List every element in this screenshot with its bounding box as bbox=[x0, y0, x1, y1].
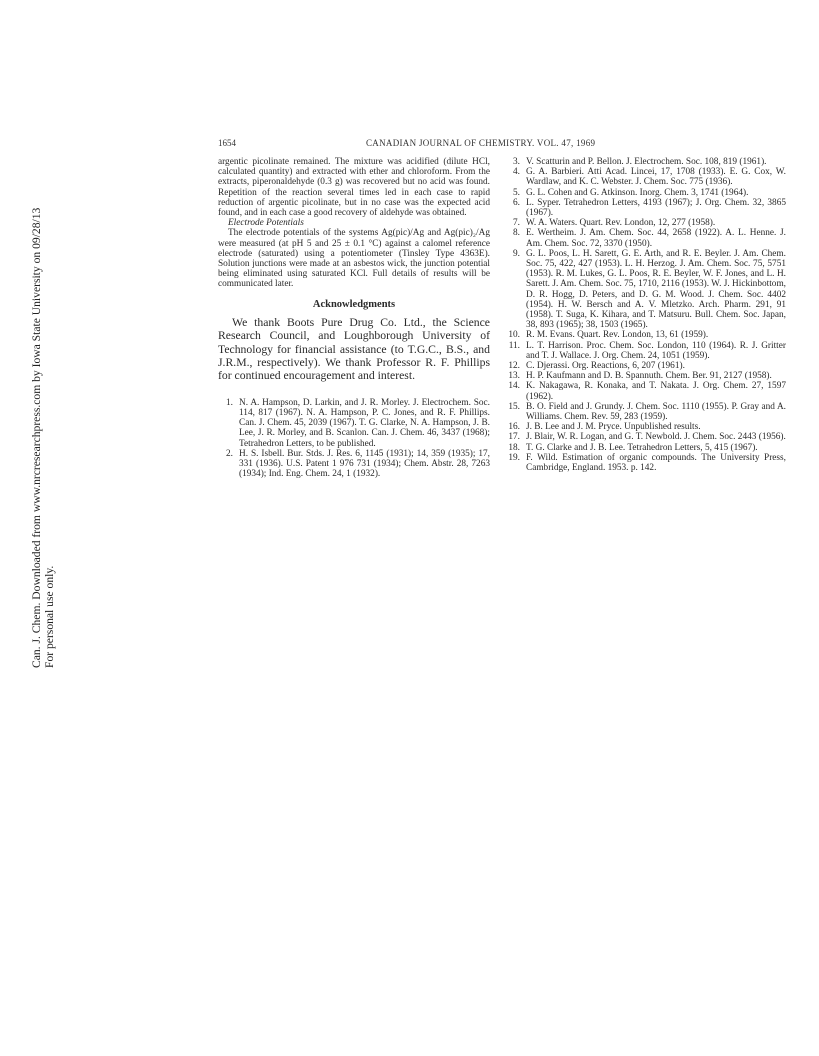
reference-item bbox=[508, 330, 786, 340]
reference-text: C. Djerassi. Org. Reactions, 6, 207 (1961). bbox=[526, 361, 685, 372]
reference-item bbox=[508, 453, 786, 473]
reference-text: J. Blair, W. R. Logan, and G. T. Newbold. J. Chem. Soc. 2443 (1956). bbox=[526, 432, 786, 443]
reference-item bbox=[218, 449, 490, 480]
reference-text: L. T. Harrison. Proc. Chem. Soc. London, 110 (1964). R. J. Gritter and T. J. Wallace. J. Org. Chem. 24, 1051 (1959). bbox=[526, 340, 786, 361]
reference-number: 4. bbox=[513, 167, 520, 178]
reference-item bbox=[508, 443, 786, 453]
reference-number: 18. bbox=[508, 442, 520, 453]
watermark-line-2: For personal use only. bbox=[43, 565, 56, 668]
left-column bbox=[218, 157, 490, 480]
watermark-line-1: Can. J. Chem. Downloaded from www.nrcresearchpress.com by Iowa State University on 09/28/13 bbox=[30, 207, 43, 668]
reference-text: H. P. Kaufmann and D. B. Spannuth. Chem. Ber. 91, 2127 (1958). bbox=[526, 371, 772, 382]
reference-number: 9. bbox=[513, 248, 520, 259]
reference-number: 11. bbox=[508, 340, 520, 351]
reference-text: L. Syper. Tetrahedron Letters, 4193 (1967); J. Org. Chem. 32, 3865 (1967). bbox=[526, 197, 786, 219]
body-paragraph: The electrode potentials of the systems Ag(pic)/Ag and Ag(pic)₂/Ag were measured (at pH 5 and 25 ± 0.1 °C) against a calomel reference electrode (saturated) using a potentiometer (Tinsley Type 4363E). Solution junctions were made at an asbestos wick, the junction potential being eliminated using saturated KCl. Full details of results will be communicated later. bbox=[218, 228, 490, 290]
reference-item bbox=[508, 432, 786, 442]
acknowledgments-text: We thank Boots Pure Drug Co. Ltd., the Science Research Council, and Loughborough University of Technology for financial assistance (to T.G.C., B.S., and J.R.M., respectively). We thank Professor R. F. Phillips for continued encouragement and interest. bbox=[218, 315, 490, 383]
reference-text: G. L. Poos, L. H. Sarett, G. E. Arth, and R. E. Beyler. J. Am. Chem. Soc. 75, 422, 427 (1953). L. H. Herzog. J. Am. Chem. Soc. 75, 5751 (1953). R. M. Lukes, G. L. Poos, R. E. Beyler, W. F. Jones, and L. H. Sarett. J. Am. Chem. Soc. 75, 1710, 2116 (1953). W. J. Hickinbottom, D. R. Hogg, D. Peters, and D. G. M. Wood. J. Chem. Soc. 4402 (1954). H. W. Bersch and A. V. Mletzko. Arch. Pharm. 291, 91 (1958). T. Suga, K. Kihara, and T. Matsuru. Bull. Chem. Soc. Japan, 38, 893 (1965); 38, 1503 (1965). bbox=[526, 248, 786, 331]
reference-text: K. Nakagawa, R. Konaka, and T. Nakata. J. Org. Chem. 27, 1597 (1962). bbox=[526, 381, 786, 402]
reference-item bbox=[508, 381, 786, 401]
reference-text: G. A. Barbieri. Atti Acad. Lincei, 17, 1708 (1933). E. G. Cox, W. Wardlaw, and K. C. Webster. J. Chem. Soc. 775 (1936). bbox=[526, 167, 786, 188]
reference-number: 10. bbox=[508, 330, 520, 341]
reference-number: 15. bbox=[508, 401, 520, 412]
reference-number: 2. bbox=[226, 448, 233, 459]
reference-text: W. A. Waters. Quart. Rev. London, 12, 277 (1958). bbox=[526, 218, 716, 229]
reference-number: 19. bbox=[508, 452, 520, 463]
reference-item bbox=[508, 371, 786, 381]
reference-number: 6. bbox=[513, 197, 520, 208]
reference-item bbox=[508, 422, 786, 432]
reference-list bbox=[218, 398, 490, 480]
section-subheading: Electrode Potentials bbox=[228, 218, 304, 229]
acknowledgments-heading: Acknowledgments bbox=[312, 298, 396, 310]
reference-text: N. A. Hampson, D. Larkin, and J. R. Morley. J. Electrochem. Soc. 114, 817 (1967). N. A. Hampson, P. C. Jones, and R. F. Phillips. Can. J. Chem. 45, 2039 (1967). T. G. Clarke, N. A. Hampson, J. B. Lee, J. R. Morley, and B. Scanlon. Can. J. Chem. 46, 3437 (1968); Tetrahedron Letters, to be published. bbox=[239, 397, 490, 449]
reference-number: 16. bbox=[508, 422, 520, 433]
reference-number: 7. bbox=[513, 218, 520, 229]
reference-item bbox=[508, 249, 786, 331]
reference-item bbox=[508, 157, 786, 167]
reference-number: 17. bbox=[508, 432, 520, 443]
reference-text: F. Wild. Estimation of organic compounds. The University Press, Cambridge, England. 1953. p. 142. bbox=[526, 452, 786, 474]
journal-title: CANADIAN JOURNAL OF CHEMISTRY. VOL. 47, 1969 bbox=[366, 138, 596, 148]
reference-item bbox=[508, 198, 786, 218]
body-paragraph: argentic picolinate remained. The mixture was acidified (dilute HCl, calculated quantity) and extracted with ether and chloroform. From the extracts, piperonaldehyde (0.3 g) was recovered but no acid was found. Repetition of the reaction several times led in each case to rapid reduction of argentic picolinate, but in no case was the expected acid found, and in each case a good recovery of aldehyde was obtained. bbox=[218, 157, 490, 219]
reference-text: V. Scatturin and P. Bellon. J. Electrochem. Soc. 108, 819 (1961). bbox=[526, 157, 767, 167]
reference-item bbox=[508, 228, 786, 248]
reference-number: 5. bbox=[513, 187, 520, 198]
reference-text: H. S. Isbell. Bur. Stds. J. Res. 6, 1145 (1931); 14, 359 (1935); 17, 331 (1936). U.S. Patent 1 976 731 (1934); Chem. Abstr. 28, 7263 (1934); Ind. Eng. Chem. 24, 1 (1932). bbox=[239, 448, 490, 480]
reference-item bbox=[218, 398, 490, 449]
reference-number: 14. bbox=[508, 381, 520, 392]
reference-text: R. M. Evans. Quart. Rev. London, 13, 61 (1959). bbox=[526, 330, 709, 341]
reference-item bbox=[508, 341, 786, 361]
reference-item bbox=[508, 361, 786, 371]
reference-number: 1. bbox=[226, 397, 233, 408]
reference-number: 13. bbox=[508, 371, 520, 382]
reference-item bbox=[508, 218, 786, 228]
reference-item bbox=[508, 188, 786, 198]
reference-text: J. B. Lee and J. M. Pryce. Unpublished results. bbox=[526, 422, 701, 433]
page-number: 1654 bbox=[218, 138, 236, 148]
reference-text: B. O. Field and J. Grundy. J. Chem. Soc. 1110 (1955). P. Gray and A. Williams. Chem. Rev. 59, 283 (1959). bbox=[526, 401, 786, 423]
reference-text: T. G. Clarke and J. B. Lee. Tetrahedron Letters, 5, 415 (1967). bbox=[526, 442, 758, 453]
reference-text: E. Wertheim. J. Am. Chem. Soc. 44, 2658 (1922). A. L. Henne. J. Am. Chem. Soc. 72, 3370 (1950). bbox=[526, 228, 786, 249]
reference-number: 3. bbox=[513, 157, 520, 167]
reference-number: 12. bbox=[508, 361, 520, 372]
right-column bbox=[508, 157, 786, 473]
reference-item bbox=[508, 402, 786, 422]
reference-text: G. L. Cohen and G. Atkinson. Inorg. Chem. 3, 1741 (1964). bbox=[526, 187, 749, 198]
reference-number: 8. bbox=[513, 228, 520, 239]
running-header bbox=[218, 138, 787, 152]
download-watermark bbox=[0, 0, 60, 1056]
reference-item bbox=[508, 167, 786, 187]
